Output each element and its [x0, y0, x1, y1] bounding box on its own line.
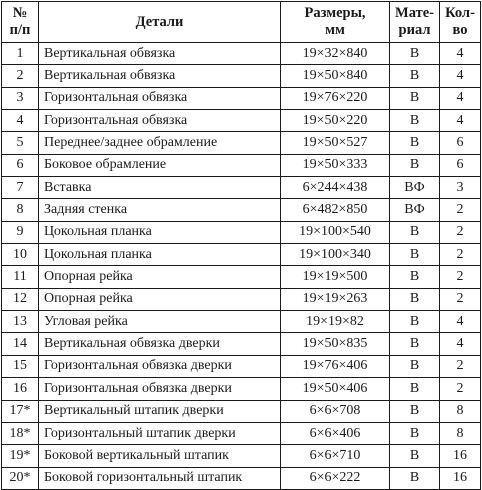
- cell-material: В: [390, 221, 440, 243]
- cell-quantity: 2: [440, 266, 481, 288]
- cell-quantity: 8: [440, 422, 481, 444]
- cell-material: В: [390, 266, 440, 288]
- cell-material: В: [390, 467, 440, 489]
- cell-number: 5: [2, 132, 39, 154]
- table-row: [2, 43, 481, 65]
- cell-material: В: [390, 378, 440, 400]
- cell-detail: Задняя стенка: [39, 199, 281, 221]
- cell-size: 19×100×340: [281, 244, 390, 266]
- cell-material: В: [390, 110, 440, 132]
- cell-size: 19×50×220: [281, 110, 390, 132]
- cell-size: 6×6×708: [281, 400, 390, 422]
- cell-size: 6×244×438: [281, 177, 390, 199]
- cell-material: В: [390, 355, 440, 377]
- cell-size: 19×19×82: [281, 311, 390, 333]
- cell-size: 6×6×222: [281, 467, 390, 489]
- header-number-line2: п/п: [9, 22, 31, 38]
- table-row: [2, 177, 481, 199]
- cell-detail: Угловая рейка: [39, 311, 281, 333]
- cell-number: 4: [2, 110, 39, 132]
- cell-quantity: 4: [440, 87, 481, 109]
- cell-number: 14: [2, 333, 39, 355]
- table-row: [2, 288, 481, 310]
- table-row: [2, 445, 481, 467]
- cell-number: 1: [2, 43, 39, 65]
- header-quantity-line1: Кол-: [445, 5, 475, 21]
- cell-material: В: [390, 43, 440, 65]
- cell-number: 18*: [2, 422, 39, 444]
- cell-material: ВФ: [390, 199, 440, 221]
- cell-size: 19×19×500: [281, 266, 390, 288]
- cell-material: В: [390, 422, 440, 444]
- cell-size: 19×76×220: [281, 87, 390, 109]
- cell-number: 19*: [2, 445, 39, 467]
- cell-number: 15: [2, 355, 39, 377]
- cell-quantity: 2: [440, 378, 481, 400]
- cell-material: В: [390, 333, 440, 355]
- cell-detail: Горизонтальная обвязка: [39, 87, 281, 109]
- cell-size: 19×76×406: [281, 355, 390, 377]
- cell-number: 16: [2, 378, 39, 400]
- cell-material: В: [390, 132, 440, 154]
- header-size: [281, 2, 390, 43]
- cell-number: 6: [2, 154, 39, 176]
- cell-detail: Горизонтальная обвязка: [39, 110, 281, 132]
- cell-quantity: 4: [440, 43, 481, 65]
- cell-number: 10: [2, 244, 39, 266]
- table-row: [2, 266, 481, 288]
- cell-quantity: 8: [440, 400, 481, 422]
- parts-table: [1, 1, 481, 490]
- table-row: [2, 110, 481, 132]
- cell-detail: Вставка: [39, 177, 281, 199]
- header-material: [390, 2, 440, 43]
- cell-size: 19×32×840: [281, 43, 390, 65]
- header-quantity: [440, 2, 481, 43]
- header-material-line1: Мате-: [395, 5, 434, 21]
- table-row: [2, 199, 481, 221]
- cell-number: 20*: [2, 467, 39, 489]
- cell-quantity: 2: [440, 244, 481, 266]
- cell-detail: Горизонтальная обвязка дверки: [39, 378, 281, 400]
- table-row: [2, 378, 481, 400]
- cell-size: 19×50×840: [281, 65, 390, 87]
- cell-size: 6×482×850: [281, 199, 390, 221]
- cell-material: В: [390, 65, 440, 87]
- cell-detail: Боковой горизонтальный штапик: [39, 467, 281, 489]
- header-quantity-line2: во: [452, 22, 468, 38]
- table-row: [2, 355, 481, 377]
- cell-quantity: 4: [440, 311, 481, 333]
- cell-number: 11: [2, 266, 39, 288]
- cell-detail: Цокольная планка: [39, 221, 281, 243]
- cell-detail: Боковой вертикальный штапик: [39, 445, 281, 467]
- header-size-line1: Размеры,: [304, 5, 366, 21]
- cell-quantity: 16: [440, 445, 481, 467]
- cell-quantity: 2: [440, 221, 481, 243]
- table-body: [2, 43, 481, 490]
- cell-material: В: [390, 288, 440, 310]
- header-detail: Детали: [39, 2, 281, 43]
- cell-detail: Вертикальная обвязка: [39, 43, 281, 65]
- table-row: [2, 400, 481, 422]
- cell-number: 7: [2, 177, 39, 199]
- cell-quantity: 4: [440, 333, 481, 355]
- header-number: [2, 2, 39, 43]
- cell-detail: Вертикальная обвязка: [39, 65, 281, 87]
- cell-material: В: [390, 244, 440, 266]
- cell-quantity: 4: [440, 110, 481, 132]
- cell-quantity: 6: [440, 154, 481, 176]
- cell-number: 17*: [2, 400, 39, 422]
- table-row: [2, 244, 481, 266]
- cell-detail: Опорная рейка: [39, 288, 281, 310]
- cell-material: В: [390, 445, 440, 467]
- cell-size: 19×50×835: [281, 333, 390, 355]
- cell-detail: Боковое обрамление: [39, 154, 281, 176]
- table-row: [2, 87, 481, 109]
- header-material-line2: риал: [398, 22, 431, 38]
- cell-detail: Горизонтальный штапик дверки: [39, 422, 281, 444]
- table-row: [2, 132, 481, 154]
- cell-size: 19×50×527: [281, 132, 390, 154]
- cell-detail: Вертикальная обвязка дверки: [39, 333, 281, 355]
- cell-material: В: [390, 400, 440, 422]
- cell-number: 8: [2, 199, 39, 221]
- cell-size: 19×50×406: [281, 378, 390, 400]
- cell-material: В: [390, 87, 440, 109]
- cell-quantity: 2: [440, 288, 481, 310]
- cell-quantity: 6: [440, 132, 481, 154]
- cell-number: 12: [2, 288, 39, 310]
- parts-table-page: [1, 1, 480, 487]
- cell-size: 19×19×263: [281, 288, 390, 310]
- cell-number: 2: [2, 65, 39, 87]
- header-size-line2: мм: [325, 22, 345, 38]
- cell-material: В: [390, 311, 440, 333]
- table-header-row: [2, 2, 481, 43]
- table-row: [2, 467, 481, 489]
- table-row: [2, 311, 481, 333]
- cell-number: 3: [2, 87, 39, 109]
- cell-detail: Цокольная планка: [39, 244, 281, 266]
- header-number-line1: №: [12, 5, 28, 21]
- cell-quantity: 2: [440, 199, 481, 221]
- cell-detail: Вертикальный штапик дверки: [39, 400, 281, 422]
- cell-size: 6×6×406: [281, 422, 390, 444]
- cell-quantity: 2: [440, 355, 481, 377]
- cell-size: 19×100×540: [281, 221, 390, 243]
- cell-detail: Горизонтальная обвязка дверки: [39, 355, 281, 377]
- cell-size: 19×50×333: [281, 154, 390, 176]
- cell-number: 13: [2, 311, 39, 333]
- table-row: [2, 65, 481, 87]
- cell-detail: Переднее/заднее обрамление: [39, 132, 281, 154]
- cell-quantity: 4: [440, 65, 481, 87]
- cell-size: 6×6×710: [281, 445, 390, 467]
- cell-quantity: 16: [440, 467, 481, 489]
- cell-quantity: 3: [440, 177, 481, 199]
- table-row: [2, 422, 481, 444]
- cell-number: 9: [2, 221, 39, 243]
- cell-material: ВФ: [390, 177, 440, 199]
- table-row: [2, 154, 481, 176]
- cell-detail: Опорная рейка: [39, 266, 281, 288]
- table-row: [2, 221, 481, 243]
- table-row: [2, 333, 481, 355]
- cell-material: В: [390, 154, 440, 176]
